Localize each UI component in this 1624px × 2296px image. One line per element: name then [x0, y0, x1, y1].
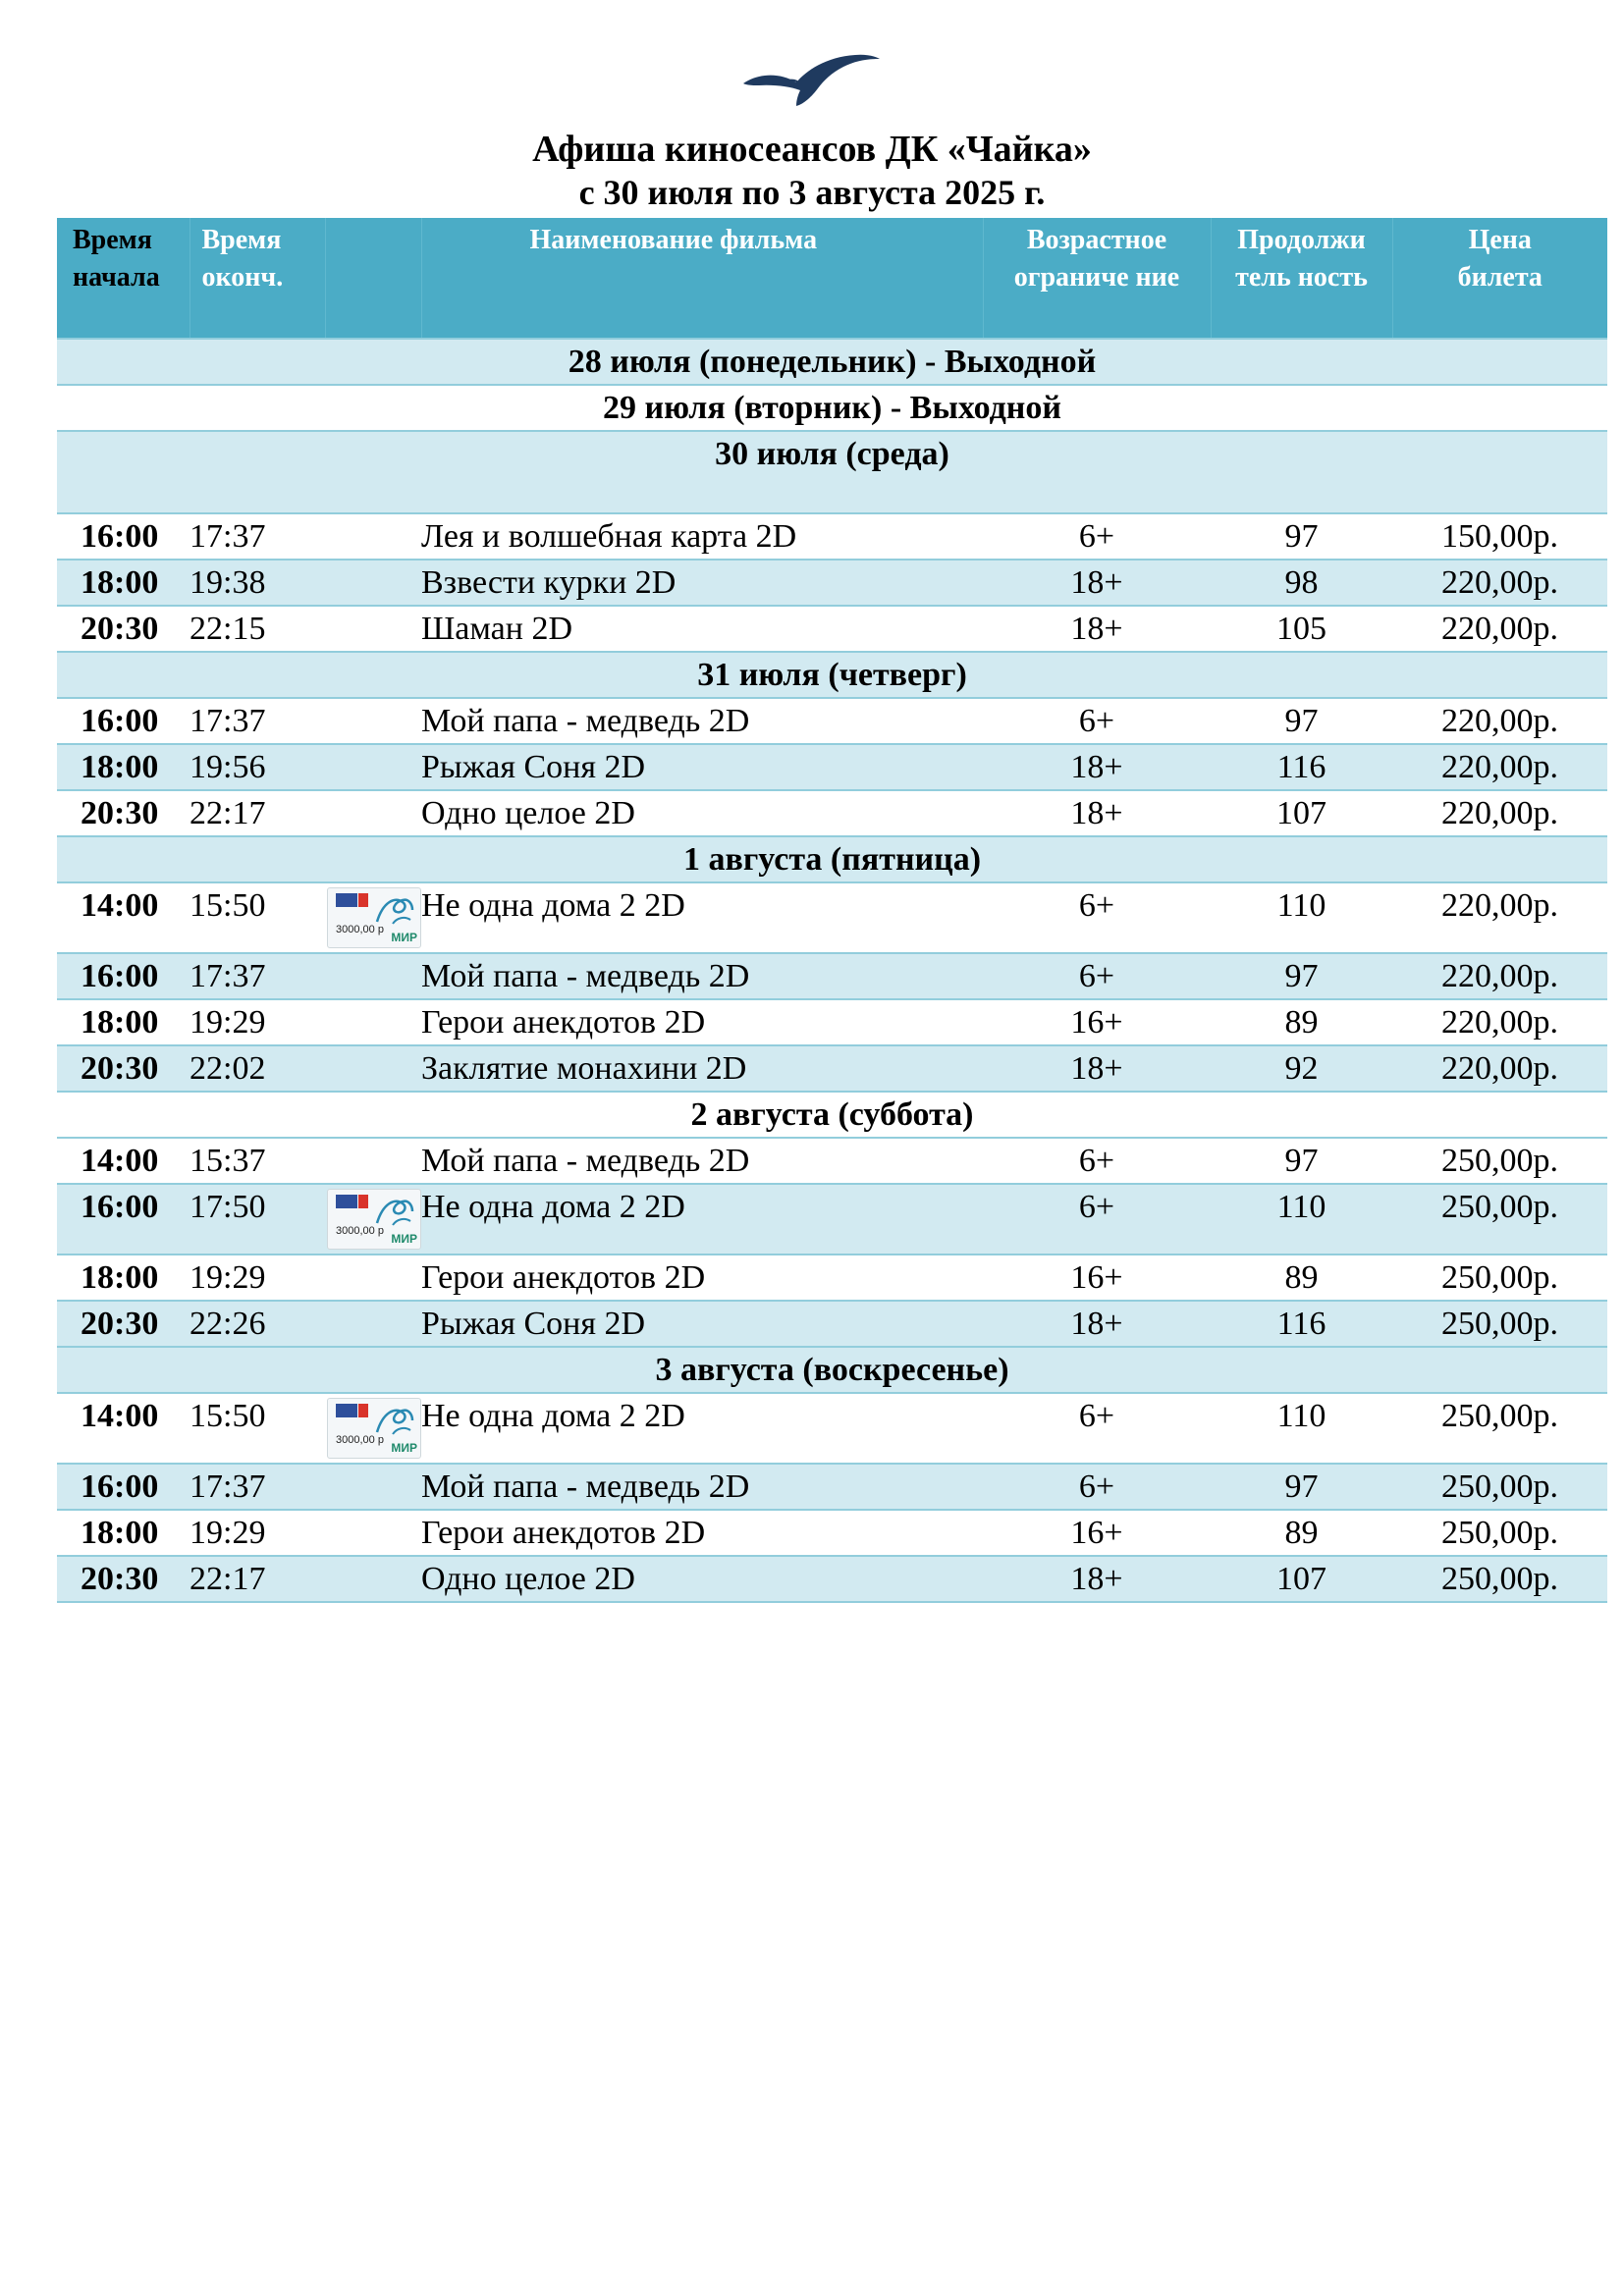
age-rating: 18+ — [983, 560, 1211, 606]
session-row — [57, 1556, 1607, 1602]
film-title: Мой папа - медведь 2D — [421, 1138, 983, 1184]
seagull-logo-icon — [741, 51, 881, 108]
col-header-age: Возрастное ограниче ние — [983, 218, 1211, 339]
pushkin-card-cell — [325, 1045, 421, 1092]
day-label: 30 июля (среда) — [57, 431, 1607, 513]
day-label: 1 августа (пятница) — [57, 836, 1607, 882]
session-start-time: 20:30 — [57, 1045, 189, 1092]
film-title: Мой папа - медведь 2D — [421, 698, 983, 744]
film-title: Не одна дома 2 2D — [421, 1184, 983, 1255]
film-title: Герои анекдотов 2D — [421, 1255, 983, 1301]
pushkin-card-icon: 3000,00 р МИР — [327, 1398, 421, 1459]
pushkin-card-cell — [325, 606, 421, 652]
duration-minutes: 116 — [1211, 744, 1392, 790]
day-header-row — [57, 836, 1607, 882]
session-row — [57, 1301, 1607, 1347]
session-row — [57, 1184, 1607, 1255]
session-start-time: 14:00 — [57, 882, 189, 953]
pushkin-card-cell — [325, 1464, 421, 1510]
film-title: Заклятие монахини 2D — [421, 1045, 983, 1092]
age-rating: 18+ — [983, 1301, 1211, 1347]
session-end-time: 19:29 — [189, 1255, 325, 1301]
session-start-time: 16:00 — [57, 513, 189, 560]
age-rating: 6+ — [983, 1184, 1211, 1255]
session-start-time: 20:30 — [57, 1301, 189, 1347]
age-rating: 16+ — [983, 999, 1211, 1045]
session-start-time: 18:00 — [57, 560, 189, 606]
ticket-price: 220,00р. — [1392, 882, 1607, 953]
day-label: 29 июля (вторник) - Выходной — [57, 385, 1607, 431]
session-row — [57, 953, 1607, 999]
duration-minutes: 97 — [1211, 953, 1392, 999]
session-start-time: 16:00 — [57, 1464, 189, 1510]
age-rating: 6+ — [983, 1393, 1211, 1464]
session-row — [57, 698, 1607, 744]
duration-minutes: 107 — [1211, 790, 1392, 836]
pushkin-card-icon: 3000,00 р МИР — [327, 887, 421, 948]
duration-minutes: 105 — [1211, 606, 1392, 652]
ticket-price: 250,00р. — [1392, 1138, 1607, 1184]
day-label: 2 августа (суббота) — [57, 1092, 1607, 1138]
col-header-duration: Продолжи тель ность — [1211, 218, 1392, 339]
ticket-price: 220,00р. — [1392, 999, 1607, 1045]
duration-minutes: 92 — [1211, 1045, 1392, 1092]
session-start-time: 18:00 — [57, 744, 189, 790]
session-row — [57, 1138, 1607, 1184]
pushkin-card-cell — [325, 882, 421, 953]
page-title: Афиша киносеансов ДК «Чайка» — [532, 129, 1092, 170]
duration-minutes: 97 — [1211, 1138, 1392, 1184]
col-header-price: Цена билета — [1392, 218, 1607, 339]
ticket-price: 250,00р. — [1392, 1393, 1607, 1464]
ticket-price: 250,00р. — [1392, 1184, 1607, 1255]
ticket-price: 220,00р. — [1392, 953, 1607, 999]
film-title: Одно целое 2D — [421, 1556, 983, 1602]
session-end-time: 17:37 — [189, 953, 325, 999]
day-header-row — [57, 431, 1607, 513]
page-subtitle: с 30 июля по 3 августа 2025 г. — [578, 173, 1046, 212]
ticket-price: 250,00р. — [1392, 1464, 1607, 1510]
pushkin-card-cell — [325, 999, 421, 1045]
session-start-time: 20:30 — [57, 1556, 189, 1602]
session-end-time: 22:26 — [189, 1301, 325, 1347]
session-end-time: 17:37 — [189, 1464, 325, 1510]
session-row — [57, 999, 1607, 1045]
duration-minutes: 110 — [1211, 1393, 1392, 1464]
ticket-price: 250,00р. — [1392, 1301, 1607, 1347]
col-header-film: Наименование фильма — [421, 218, 983, 339]
ticket-price: 220,00р. — [1392, 560, 1607, 606]
age-rating: 6+ — [983, 513, 1211, 560]
film-title: Лея и волшебная карта 2D — [421, 513, 983, 560]
ticket-price: 250,00р. — [1392, 1255, 1607, 1301]
pushkin-card-cell — [325, 1184, 421, 1255]
age-rating: 18+ — [983, 744, 1211, 790]
pushkin-card-cell — [325, 953, 421, 999]
pushkin-card-cell — [325, 1138, 421, 1184]
day-header-row — [57, 652, 1607, 698]
duration-minutes: 110 — [1211, 882, 1392, 953]
session-start-time: 14:00 — [57, 1393, 189, 1464]
session-row — [57, 790, 1607, 836]
session-row — [57, 1510, 1607, 1556]
duration-minutes: 89 — [1211, 1510, 1392, 1556]
table-header — [57, 218, 1607, 339]
pushkin-card-cell — [325, 1301, 421, 1347]
age-rating: 18+ — [983, 1556, 1211, 1602]
film-title: Не одна дома 2 2D — [421, 882, 983, 953]
session-end-time: 22:17 — [189, 1556, 325, 1602]
pushkin-card-cell — [325, 790, 421, 836]
day-header-row — [57, 1347, 1607, 1393]
age-rating: 16+ — [983, 1255, 1211, 1301]
age-rating: 6+ — [983, 1138, 1211, 1184]
pushkin-card-cell — [325, 1510, 421, 1556]
ticket-price: 150,00р. — [1392, 513, 1607, 560]
session-start-time: 18:00 — [57, 1510, 189, 1556]
session-row — [57, 744, 1607, 790]
col-header-start: Время начала — [57, 218, 189, 339]
session-end-time: 22:02 — [189, 1045, 325, 1092]
ticket-price: 220,00р. — [1392, 606, 1607, 652]
film-title: Герои анекдотов 2D — [421, 1510, 983, 1556]
day-label: 28 июля (понедельник) - Выходной — [57, 339, 1607, 385]
col-header-end: Время оконч. — [189, 218, 325, 339]
age-rating: 18+ — [983, 790, 1211, 836]
session-start-time: 14:00 — [57, 1138, 189, 1184]
duration-minutes: 97 — [1211, 1464, 1392, 1510]
session-end-time: 17:50 — [189, 1184, 325, 1255]
session-end-time: 19:29 — [189, 1510, 325, 1556]
session-start-time: 20:30 — [57, 606, 189, 652]
ticket-price: 220,00р. — [1392, 744, 1607, 790]
duration-minutes: 116 — [1211, 1301, 1392, 1347]
pushkin-card-cell — [325, 560, 421, 606]
pushkin-card-cell — [325, 1556, 421, 1602]
film-title: Не одна дома 2 2D — [421, 1393, 983, 1464]
age-rating: 18+ — [983, 1045, 1211, 1092]
age-rating: 18+ — [983, 606, 1211, 652]
day-label: 3 августа (воскресенье) — [57, 1347, 1607, 1393]
session-row — [57, 560, 1607, 606]
session-start-time: 18:00 — [57, 999, 189, 1045]
session-end-time: 19:29 — [189, 999, 325, 1045]
session-row — [57, 513, 1607, 560]
session-row — [57, 1464, 1607, 1510]
ticket-price: 220,00р. — [1392, 1045, 1607, 1092]
film-title: Шаман 2D — [421, 606, 983, 652]
session-end-time: 19:56 — [189, 744, 325, 790]
session-end-time: 15:50 — [189, 1393, 325, 1464]
duration-minutes: 98 — [1211, 560, 1392, 606]
ticket-price: 220,00р. — [1392, 790, 1607, 836]
session-start-time: 20:30 — [57, 790, 189, 836]
duration-minutes: 89 — [1211, 1255, 1392, 1301]
duration-minutes: 97 — [1211, 513, 1392, 560]
film-title: Герои анекдотов 2D — [421, 999, 983, 1045]
day-label: 31 июля (четверг) — [57, 652, 1607, 698]
duration-minutes: 110 — [1211, 1184, 1392, 1255]
ticket-price: 220,00р. — [1392, 698, 1607, 744]
session-end-time: 17:37 — [189, 513, 325, 560]
session-row — [57, 882, 1607, 953]
session-end-time: 15:37 — [189, 1138, 325, 1184]
session-end-time: 17:37 — [189, 698, 325, 744]
age-rating: 6+ — [983, 882, 1211, 953]
pushkin-card-cell — [325, 698, 421, 744]
ticket-price: 250,00р. — [1392, 1510, 1607, 1556]
film-title: Мой папа - медведь 2D — [421, 1464, 983, 1510]
col-header-icon — [325, 218, 421, 339]
session-end-time: 22:15 — [189, 606, 325, 652]
duration-minutes: 97 — [1211, 698, 1392, 744]
duration-minutes: 107 — [1211, 1556, 1392, 1602]
session-row — [57, 1393, 1607, 1464]
day-header-row — [57, 385, 1607, 431]
pushkin-card-icon: 3000,00 р МИР — [327, 1189, 421, 1250]
session-row — [57, 606, 1607, 652]
session-start-time: 18:00 — [57, 1255, 189, 1301]
pushkin-card-cell — [325, 744, 421, 790]
duration-minutes: 89 — [1211, 999, 1392, 1045]
age-rating: 6+ — [983, 953, 1211, 999]
day-header-row — [57, 339, 1607, 385]
film-title: Мой папа - медведь 2D — [421, 953, 983, 999]
film-title: Одно целое 2D — [421, 790, 983, 836]
session-start-time: 16:00 — [57, 1184, 189, 1255]
session-row — [57, 1255, 1607, 1301]
film-title: Рыжая Соня 2D — [421, 1301, 983, 1347]
pushkin-card-cell — [325, 1393, 421, 1464]
pushkin-card-cell — [325, 513, 421, 560]
session-start-time: 16:00 — [57, 698, 189, 744]
age-rating: 6+ — [983, 1464, 1211, 1510]
day-header-row — [57, 1092, 1607, 1138]
session-start-time: 16:00 — [57, 953, 189, 999]
film-title: Рыжая Соня 2D — [421, 744, 983, 790]
session-end-time: 19:38 — [189, 560, 325, 606]
film-title: Взвести курки 2D — [421, 560, 983, 606]
pushkin-card-cell — [325, 1255, 421, 1301]
session-end-time: 22:17 — [189, 790, 325, 836]
ticket-price: 250,00р. — [1392, 1556, 1607, 1602]
age-rating: 16+ — [983, 1510, 1211, 1556]
schedule-table — [57, 218, 1607, 1603]
session-end-time: 15:50 — [189, 882, 325, 953]
age-rating: 6+ — [983, 698, 1211, 744]
session-row — [57, 1045, 1607, 1092]
